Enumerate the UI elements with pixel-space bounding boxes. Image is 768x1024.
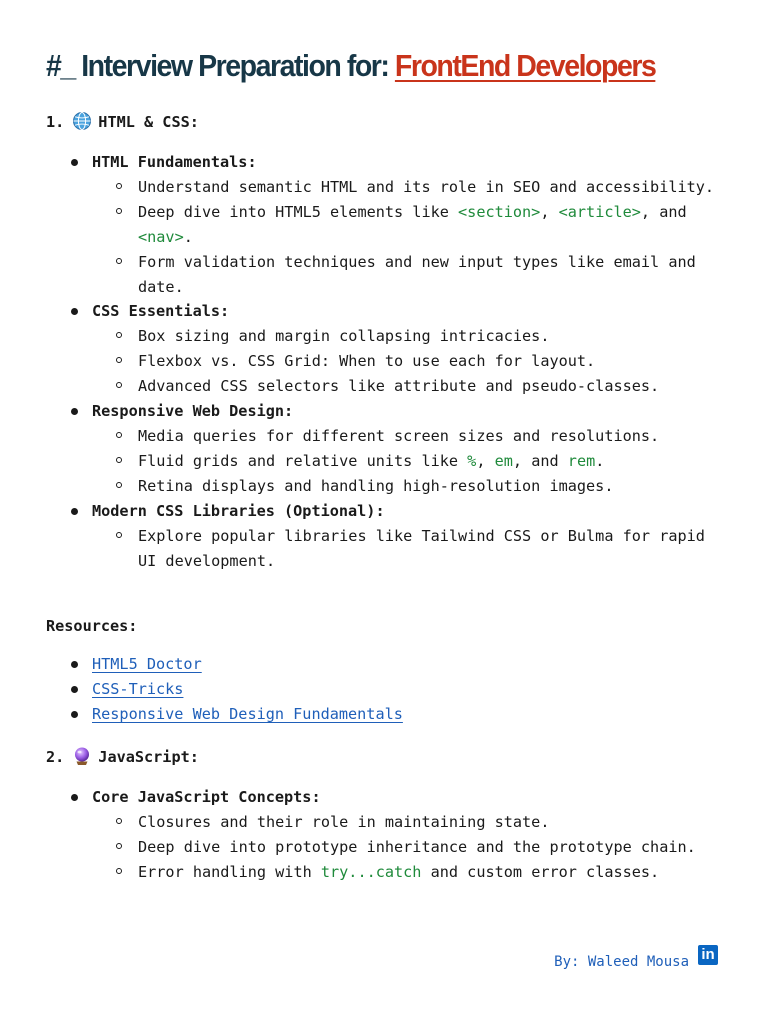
topic-title: Core JavaScript Concepts: [92, 788, 321, 806]
topic-title: HTML Fundamentals: [92, 153, 257, 171]
section-1-list [0, 150, 768, 573]
subtopic-text: Closures and their role in maintaining state. [138, 812, 550, 831]
subtopic-text: Flexbox vs. CSS Grid: When to use each for layout. [138, 352, 596, 371]
subtopic-text: . [595, 451, 605, 470]
subtopic-text: Media queries for different screen sizes and resolutions. [138, 426, 660, 445]
topic-item [0, 499, 768, 574]
subtopic-item [92, 860, 723, 885]
resource-link[interactable]: CSS-Tricks [92, 679, 184, 698]
linkedin-icon[interactable]: in [698, 945, 718, 965]
subtopic-list [92, 424, 768, 499]
subtopic-text: , and [512, 451, 568, 470]
page-title [46, 44, 655, 88]
resource-item [0, 677, 768, 702]
footer [554, 936, 718, 975]
resource-item [0, 652, 768, 677]
section-2-list-container [0, 785, 768, 885]
subtopic-item [92, 424, 723, 449]
topic-title: Modern CSS Libraries (Optional): [92, 501, 385, 520]
section-heading-html-css [46, 110, 199, 135]
inline-code: em [494, 451, 513, 470]
subtopic-text: Understand semantic HTML and its role in SEO and accessibility. [138, 177, 715, 196]
topic-item [0, 399, 768, 499]
topic-item [0, 785, 768, 885]
subtopic-text: Box sizing and margin collapsing intricacies. [138, 327, 550, 346]
subtopic-text: Fluid grids and relative units like [138, 451, 468, 470]
subtopic-item [92, 200, 723, 250]
topic-item [0, 150, 768, 299]
topic-title: Responsive Web Design: [92, 402, 294, 421]
inline-code: rem [567, 451, 596, 470]
subtopic-item [92, 349, 723, 374]
inline-code: <nav> [138, 227, 184, 246]
subtopic-item [92, 175, 723, 200]
subtopic-text: Form validation techniques and new input types like email and date. [138, 252, 696, 296]
topic-title: CSS Essentials: [92, 302, 230, 321]
subtopic-text: and custom error classes. [421, 862, 660, 881]
subtopic-item [92, 449, 723, 474]
title-prefix: #_ Interview Preparation for: [46, 48, 395, 83]
subtopic-list [92, 524, 768, 574]
inline-code: try...catch [320, 862, 422, 881]
subtopic-text: , [540, 202, 559, 221]
section-2-list [0, 785, 768, 885]
subtopic-text: Retina displays and handling high-resolution images. [138, 476, 614, 495]
resources-list [0, 652, 768, 727]
subtopic-text: Explore popular libraries like Tailwind CSS or Bulma for rapid UI development. [138, 526, 705, 570]
subtopic-text: Deep dive into prototype inheritance and the prototype chain. [138, 837, 696, 856]
inline-code: <section> [458, 202, 541, 221]
subtopic-item [92, 474, 723, 499]
topic-item [0, 299, 768, 399]
resource-item [0, 702, 768, 727]
author-byline: By: Waleed Mousa [554, 954, 689, 970]
subtopic-list [92, 810, 768, 885]
inline-code: <article> [558, 202, 641, 221]
subtopic-list [92, 324, 768, 399]
section-number: 2. [46, 748, 65, 766]
subtopic-item [92, 810, 723, 835]
section-number: 1. [46, 113, 65, 131]
section-title: HTML & CSS: [98, 113, 199, 131]
subtopic-text: , and [640, 202, 687, 221]
subtopic-item [92, 324, 723, 349]
subtopic-item [92, 374, 723, 399]
section-title: JavaScript: [98, 748, 199, 766]
subtopic-text: Advanced CSS selectors like attribute and pseudo-classes. [138, 377, 660, 396]
globe-icon [72, 111, 92, 131]
section-1-list-container [0, 150, 768, 573]
subtopic-text: Deep dive into HTML5 elements like [138, 202, 459, 221]
resource-link[interactable]: Responsive Web Design Fundamentals [92, 704, 403, 723]
crystal-ball-icon [72, 746, 92, 766]
subtopic-item [92, 524, 723, 574]
subtopic-item [92, 250, 723, 300]
subtopic-text: Error handling with [138, 862, 321, 881]
inline-code: % [467, 451, 477, 470]
resource-link[interactable]: HTML5 Doctor [92, 655, 202, 673]
subtopic-list [92, 175, 768, 300]
subtopic-text: . [183, 227, 193, 246]
subtopic-text: , [476, 451, 495, 470]
resources-label: Resources: [46, 617, 138, 635]
title-highlight: FrontEnd Developers [394, 48, 656, 83]
section-heading-javascript [46, 745, 199, 770]
subtopic-item [92, 835, 723, 860]
